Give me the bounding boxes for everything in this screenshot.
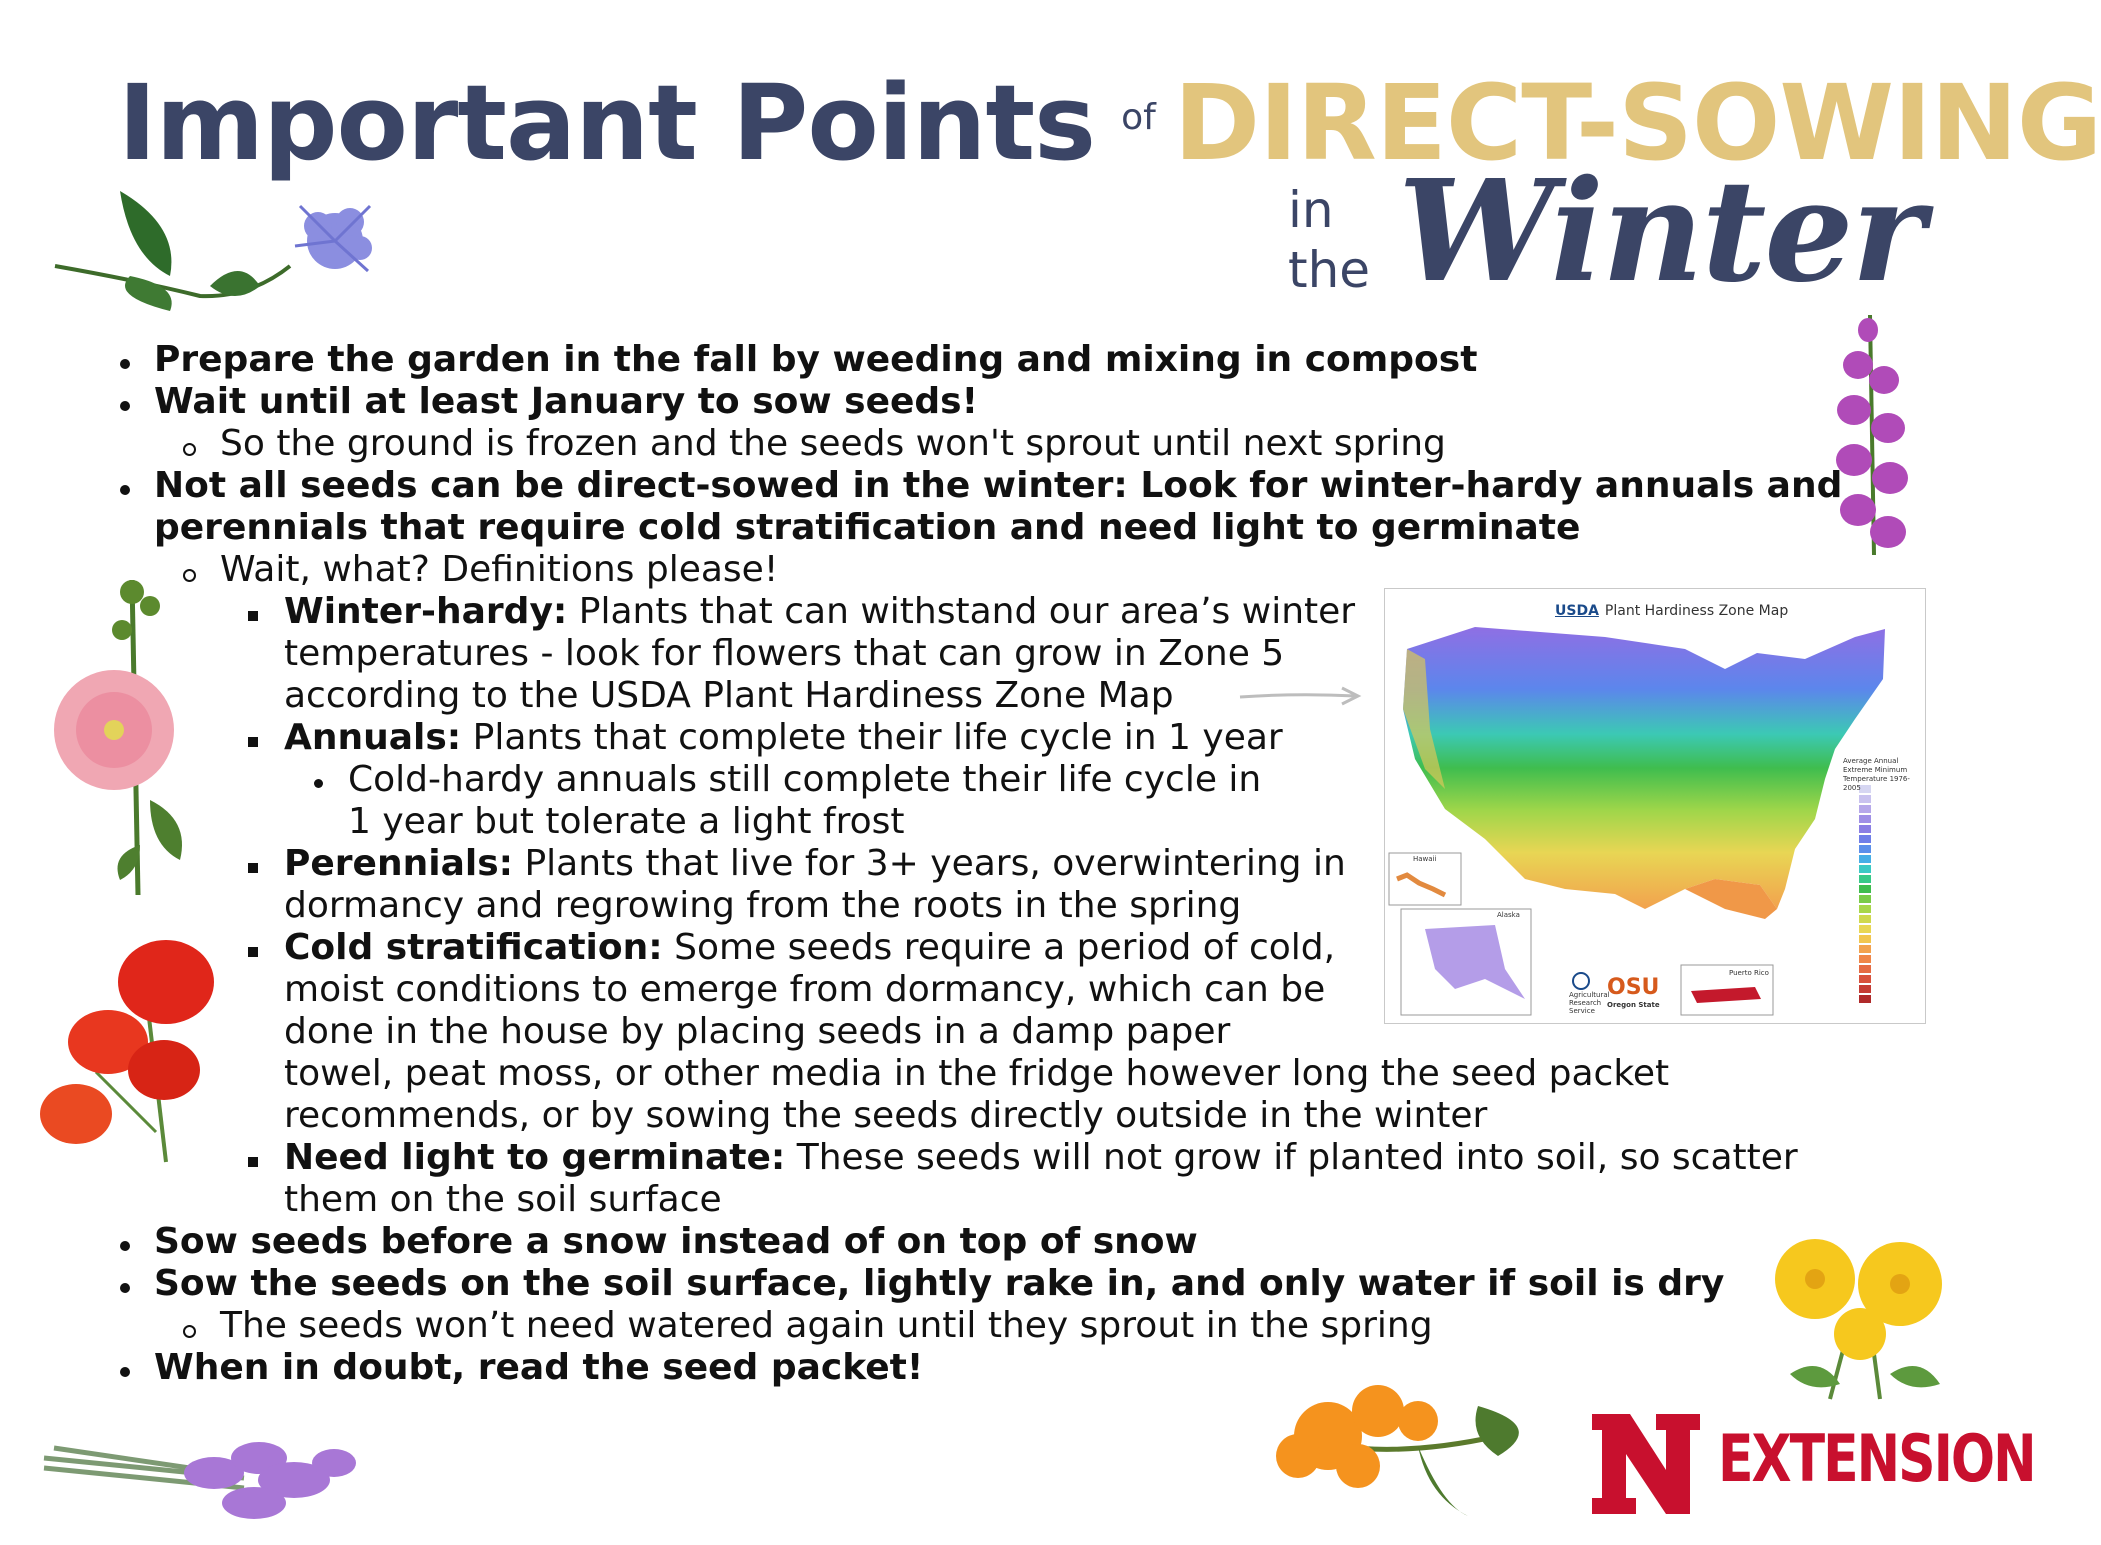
definition-text: done in the house by placing seeds in a damp paper bbox=[284, 1011, 1231, 1052]
bullet-disc bbox=[120, 485, 130, 495]
map-label-osu: OSU bbox=[1607, 975, 1660, 1000]
bullet-circle bbox=[183, 569, 196, 582]
list-item: Prepare the garden in the fall by weeding and mixing in compost bbox=[154, 339, 1478, 380]
usda-logo: USDA bbox=[1555, 603, 1599, 619]
list-subitem: So the ground is frozen and the seeds won't sprout until next spring bbox=[220, 423, 1446, 464]
definition-text: Plants that live for 3+ years, overwintering in bbox=[513, 843, 1346, 884]
definition-term: Need light to germinate: bbox=[284, 1137, 786, 1178]
bullet-square bbox=[248, 863, 258, 873]
list-item: When in doubt, read the seed packet! bbox=[154, 1347, 924, 1388]
definition-term: Winter-hardy: bbox=[284, 591, 568, 632]
nebraska-n-logo-icon bbox=[1586, 1408, 1706, 1520]
definition-subitem: Cold-hardy annuals still complete their life cycle in bbox=[348, 759, 1262, 800]
definition-term: Annuals: bbox=[284, 717, 462, 758]
definition-term: Perennials: bbox=[284, 843, 514, 884]
definition-annuals bbox=[284, 717, 1283, 759]
bullet-square bbox=[248, 611, 258, 621]
map-legend-title: Average Annual Extreme Minimum Temperature 1976-2005 bbox=[1843, 757, 1910, 792]
map-label-osu-sub: Oregon State bbox=[1607, 1001, 1660, 1009]
title-direct-sowing: DIRECT-SOWING bbox=[1173, 62, 2101, 184]
definition-text: These seeds will not grow if planted into soil, so scatter bbox=[785, 1137, 1798, 1178]
bullet-square bbox=[248, 947, 258, 957]
bullet-square bbox=[248, 737, 258, 747]
map-title-text: Plant Hardiness Zone Map bbox=[1604, 603, 1789, 619]
definition-text: Some seeds require a period of cold, bbox=[662, 927, 1336, 968]
title-winter: Winter bbox=[1398, 150, 1924, 314]
bullet-disc bbox=[120, 1367, 130, 1377]
bullet-disc bbox=[120, 401, 130, 411]
definition-text: towel, peat moss, or other media in the fridge however long the seed packet bbox=[284, 1053, 1670, 1094]
list-item: Sow seeds before a snow instead of on top of snow bbox=[154, 1221, 1198, 1262]
arrow-right-icon bbox=[1238, 686, 1362, 706]
definition-cold-stratification bbox=[284, 927, 1335, 969]
title-the: the bbox=[1288, 241, 1371, 299]
map-label-alaska: Alaska bbox=[1497, 911, 1520, 919]
title-in: in bbox=[1288, 181, 1334, 239]
bullet-square bbox=[248, 1157, 258, 1167]
list-item: Not all seeds can be direct-sowed in the winter: Look for winter-hardy annuals and bbox=[154, 465, 1843, 506]
list-item-continued: perennials that require cold stratification and need light to germinate bbox=[154, 507, 1581, 548]
map-label-hawaii: Hawaii bbox=[1413, 855, 1437, 863]
bullet-disc bbox=[120, 1241, 130, 1251]
list-item: Sow the seeds on the soil surface, lightly rake in, and only water if soil is dry bbox=[154, 1263, 1725, 1304]
definition-text: temperatures - look for flowers that can grow in Zone 5 bbox=[284, 633, 1285, 674]
list-item: Wait until at least January to sow seeds! bbox=[154, 381, 979, 422]
bullet-disc bbox=[120, 359, 130, 369]
definition-need-light bbox=[284, 1137, 1798, 1179]
definition-subitem: 1 year but tolerate a light frost bbox=[348, 801, 905, 842]
title-of: of bbox=[1121, 97, 1156, 138]
definition-winter-hardy bbox=[284, 591, 1355, 633]
bullet-circle bbox=[183, 1325, 196, 1338]
definition-text: according to the USDA Plant Hardiness Zone Map bbox=[284, 675, 1174, 716]
definition-text: dormancy and regrowing from the roots in the spring bbox=[284, 885, 1242, 926]
definition-text: moist conditions to emerge from dormancy, which can be bbox=[284, 969, 1326, 1010]
us-map-icon bbox=[1385, 589, 1925, 1023]
bullet-disc bbox=[314, 779, 323, 788]
definition-text: recommends, or by sowing the seeds directly outside in the winter bbox=[284, 1095, 1488, 1136]
title-important-points: Important Points bbox=[118, 62, 1096, 184]
definition-text: Plants that can withstand our area’s winter bbox=[567, 591, 1356, 632]
usda-hardiness-zone-map bbox=[1384, 588, 1926, 1024]
definition-perennials bbox=[284, 843, 1346, 885]
extension-logo-text: EXTENSION bbox=[1718, 1422, 2035, 1497]
bullet-disc bbox=[120, 1283, 130, 1293]
definition-text: them on the soil surface bbox=[284, 1179, 722, 1220]
definition-text: Plants that complete their life cycle in 1 year bbox=[461, 717, 1283, 758]
map-label-puerto-rico: Puerto Rico bbox=[1729, 969, 1769, 977]
definition-term: Cold stratification: bbox=[284, 927, 663, 968]
list-subitem: Wait, what? Definitions please! bbox=[220, 549, 779, 590]
list-subitem: The seeds won’t need watered again until they sprout in the spring bbox=[220, 1305, 1433, 1346]
bullet-circle bbox=[183, 443, 196, 456]
map-label-ars: Agricultural Research Service bbox=[1569, 991, 1610, 1015]
